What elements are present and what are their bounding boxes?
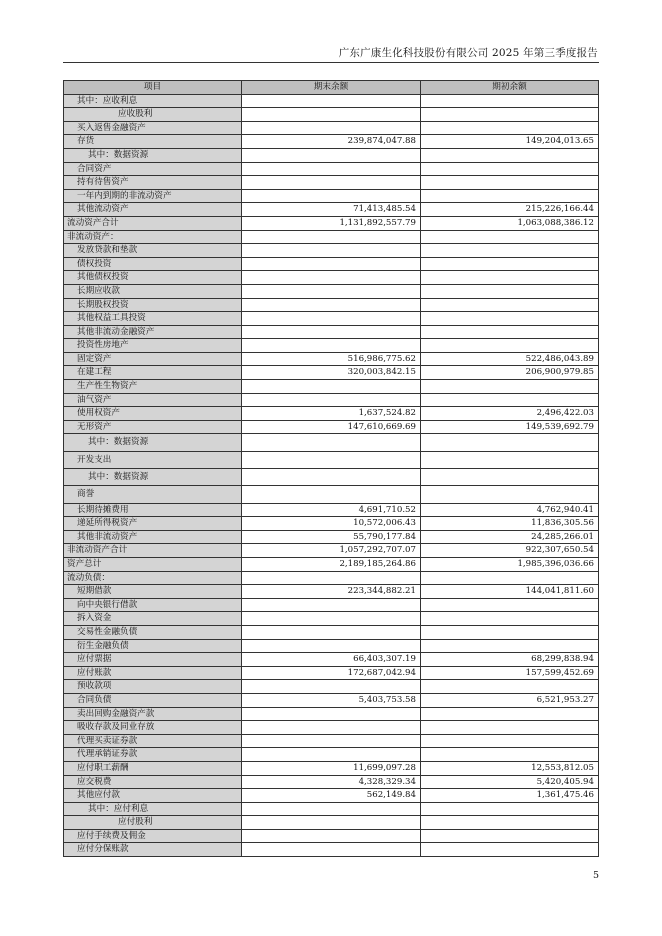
end-balance-cell: [242, 94, 421, 108]
column-header-begin-balance: 期初余额: [421, 81, 599, 95]
begin-balance-cell: 922,307,650.54: [421, 544, 599, 558]
row-label: 应收股利: [64, 108, 242, 122]
begin-balance-cell: 24,285,266.01: [421, 530, 599, 544]
begin-balance-cell: 157,599,452.69: [421, 666, 599, 680]
begin-balance-cell: [421, 312, 599, 326]
row-label: 其中：数据资源: [64, 148, 242, 162]
row-label: 流动负债：: [64, 571, 242, 585]
row-label: 应交税费: [64, 775, 242, 789]
end-balance-cell: [242, 312, 421, 326]
end-balance-cell: 2,189,185,264.86: [242, 558, 421, 572]
begin-balance-cell: 68,299,838.94: [421, 653, 599, 667]
row-label: 应付职工薪酬: [64, 761, 242, 775]
table-row: [64, 271, 599, 285]
table-row: [64, 108, 599, 122]
row-label: 向中央银行借款: [64, 598, 242, 612]
begin-balance-cell: [421, 121, 599, 135]
row-label: 使用权资产: [64, 407, 242, 421]
end-balance-cell: [242, 625, 421, 639]
end-balance-cell: 66,403,307.19: [242, 653, 421, 667]
row-label: 长期股权投资: [64, 298, 242, 312]
row-label: 其他应付款: [64, 789, 242, 803]
row-label: 油气资产: [64, 393, 242, 407]
row-label: 商誉: [64, 486, 242, 503]
begin-balance-cell: [421, 108, 599, 122]
row-label: 拆入资金: [64, 612, 242, 626]
begin-balance-cell: [421, 298, 599, 312]
end-balance-cell: 5,403,753.58: [242, 693, 421, 707]
table-row: [64, 352, 599, 366]
end-balance-cell: [242, 162, 421, 176]
row-label: 持有待售资产: [64, 176, 242, 190]
row-label: 应付股利: [64, 816, 242, 830]
row-label: 长期待摊费用: [64, 503, 242, 517]
begin-balance-cell: 11,836,305.56: [421, 517, 599, 531]
table-row: [64, 843, 599, 857]
end-balance-cell: 71,413,485.54: [242, 203, 421, 217]
row-label: 非流动资产：: [64, 230, 242, 244]
begin-balance-cell: [421, 176, 599, 190]
end-balance-cell: 223,344,882.21: [242, 585, 421, 599]
table-row: [64, 135, 599, 149]
table-row: [64, 216, 599, 230]
begin-balance-cell: [421, 639, 599, 653]
end-balance-cell: [242, 244, 421, 258]
begin-balance-cell: 1,985,396,036.66: [421, 558, 599, 572]
end-balance-cell: 147,610,669.69: [242, 420, 421, 434]
begin-balance-cell: [421, 571, 599, 585]
row-label: 其中：数据资源: [64, 469, 242, 486]
table-row: [64, 775, 599, 789]
row-label: 其中：数据资源: [64, 434, 242, 451]
begin-balance-cell: [421, 843, 599, 857]
table-row: [64, 530, 599, 544]
header-divider: [63, 62, 599, 63]
row-label: 其他流动资产: [64, 203, 242, 217]
table-row: [64, 571, 599, 585]
end-balance-cell: [242, 598, 421, 612]
table-row: [64, 203, 599, 217]
end-balance-cell: 320,003,842.15: [242, 366, 421, 380]
end-balance-cell: [242, 571, 421, 585]
table-row: [64, 339, 599, 353]
begin-balance-cell: [421, 625, 599, 639]
row-label: 卖出回购金融资产款: [64, 707, 242, 721]
end-balance-cell: [242, 802, 421, 816]
begin-balance-cell: [421, 148, 599, 162]
row-label: 合同负债: [64, 693, 242, 707]
table-row: [64, 189, 599, 203]
table-row: [64, 407, 599, 421]
end-balance-cell: [242, 271, 421, 285]
table-header-row: [64, 81, 599, 95]
end-balance-cell: [242, 121, 421, 135]
row-label: 应付手续费及佣金: [64, 829, 242, 843]
row-label: 非流动资产合计: [64, 544, 242, 558]
row-label: 资产总计: [64, 558, 242, 572]
table-row: [64, 162, 599, 176]
table-row: [64, 325, 599, 339]
begin-balance-cell: 1,063,088,386.12: [421, 216, 599, 230]
end-balance-cell: [242, 748, 421, 762]
begin-balance-cell: [421, 230, 599, 244]
begin-balance-cell: [421, 339, 599, 353]
row-label: 投资性房地产: [64, 339, 242, 353]
end-balance-cell: 239,874,047.88: [242, 135, 421, 149]
row-label: 无形资产: [64, 420, 242, 434]
end-balance-cell: [242, 680, 421, 694]
end-balance-cell: 562,149.84: [242, 789, 421, 803]
begin-balance-cell: 2,496,422.03: [421, 407, 599, 421]
begin-balance-cell: [421, 162, 599, 176]
end-balance-cell: 55,790,177.84: [242, 530, 421, 544]
table-row: [64, 380, 599, 394]
table-row: [64, 121, 599, 135]
end-balance-cell: [242, 829, 421, 843]
begin-balance-cell: [421, 598, 599, 612]
column-header-item: 项目: [64, 81, 242, 95]
begin-balance-cell: [421, 284, 599, 298]
end-balance-cell: 172,687,042.94: [242, 666, 421, 680]
table-row: [64, 653, 599, 667]
begin-balance-cell: 6,521,953.27: [421, 693, 599, 707]
begin-balance-cell: [421, 486, 599, 503]
begin-balance-cell: [421, 189, 599, 203]
column-header-end-balance: 期末余额: [242, 81, 421, 95]
begin-balance-cell: [421, 325, 599, 339]
table-row: [64, 721, 599, 735]
table-row: [64, 284, 599, 298]
begin-balance-cell: [421, 434, 599, 451]
row-label: 其他非流动金融资产: [64, 325, 242, 339]
end-balance-cell: [242, 707, 421, 721]
end-balance-cell: [242, 176, 421, 190]
end-balance-cell: [242, 325, 421, 339]
end-balance-cell: [242, 451, 421, 468]
begin-balance-cell: [421, 748, 599, 762]
begin-balance-cell: [421, 707, 599, 721]
begin-balance-cell: 522,486,043.89: [421, 352, 599, 366]
row-label: 其他债权投资: [64, 271, 242, 285]
end-balance-cell: [242, 843, 421, 857]
begin-balance-cell: [421, 257, 599, 271]
begin-balance-cell: 149,539,692.79: [421, 420, 599, 434]
table-row: [64, 244, 599, 258]
table-row: [64, 517, 599, 531]
table-row: [64, 148, 599, 162]
begin-balance-cell: 215,226,166.44: [421, 203, 599, 217]
row-label: 债权投资: [64, 257, 242, 271]
end-balance-cell: [242, 230, 421, 244]
table-row: [64, 486, 599, 503]
begin-balance-cell: 1,361,475.46: [421, 789, 599, 803]
begin-balance-cell: [421, 680, 599, 694]
row-label: 在建工程: [64, 366, 242, 380]
table-row: [64, 257, 599, 271]
row-label: 一年内到期的非流动资产: [64, 189, 242, 203]
end-balance-cell: [242, 721, 421, 735]
end-balance-cell: [242, 486, 421, 503]
row-label: 发放贷款和垫款: [64, 244, 242, 258]
begin-balance-cell: [421, 816, 599, 830]
end-balance-cell: [242, 639, 421, 653]
table-row: [64, 469, 599, 486]
page-number: 5: [592, 870, 599, 881]
table-row: [64, 585, 599, 599]
begin-balance-cell: 149,204,013.65: [421, 135, 599, 149]
row-label: 存货: [64, 135, 242, 149]
table-row: [64, 761, 599, 775]
table-row: [64, 366, 599, 380]
row-label: 其他权益工具投资: [64, 312, 242, 326]
table-row: [64, 230, 599, 244]
row-label: 代理承销证券款: [64, 748, 242, 762]
table-row: [64, 625, 599, 639]
row-label: 买入返售金融资产: [64, 121, 242, 135]
table-row: [64, 544, 599, 558]
table-row: [64, 639, 599, 653]
table-row: [64, 598, 599, 612]
end-balance-cell: 4,328,329.34: [242, 775, 421, 789]
end-balance-cell: 1,637,524.82: [242, 407, 421, 421]
end-balance-cell: [242, 469, 421, 486]
end-balance-cell: [242, 148, 421, 162]
begin-balance-cell: [421, 451, 599, 468]
table-row: [64, 94, 599, 108]
table-row: [64, 680, 599, 694]
end-balance-cell: [242, 339, 421, 353]
row-label: 应付票据: [64, 653, 242, 667]
table-row: [64, 802, 599, 816]
table-row: [64, 707, 599, 721]
row-label: 生产性生物资产: [64, 380, 242, 394]
table-row: [64, 734, 599, 748]
table-row: [64, 612, 599, 626]
begin-balance-cell: 4,762,940.41: [421, 503, 599, 517]
table-row: [64, 666, 599, 680]
table-row: [64, 829, 599, 843]
end-balance-cell: [242, 108, 421, 122]
table-row: [64, 693, 599, 707]
end-balance-cell: [242, 257, 421, 271]
begin-balance-cell: [421, 380, 599, 394]
begin-balance-cell: [421, 393, 599, 407]
row-label: 递延所得税资产: [64, 517, 242, 531]
end-balance-cell: 1,131,892,557.79: [242, 216, 421, 230]
report-header-title: 广东广康生化科技股份有限公司 2025 年第三季度报告: [338, 47, 598, 59]
begin-balance-cell: 144,041,811.60: [421, 585, 599, 599]
row-label: 吸收存款及同业存放: [64, 721, 242, 735]
begin-balance-cell: [421, 802, 599, 816]
row-label: 短期借款: [64, 585, 242, 599]
end-balance-cell: [242, 816, 421, 830]
table-row: [64, 451, 599, 468]
row-label: 衍生金融负债: [64, 639, 242, 653]
row-label: 固定资产: [64, 352, 242, 366]
end-balance-cell: 11,699,097.28: [242, 761, 421, 775]
end-balance-cell: [242, 734, 421, 748]
row-label: 代理买卖证券款: [64, 734, 242, 748]
table-row: [64, 298, 599, 312]
begin-balance-cell: [421, 612, 599, 626]
begin-balance-cell: [421, 94, 599, 108]
table-row: [64, 503, 599, 517]
begin-balance-cell: [421, 469, 599, 486]
end-balance-cell: 516,986,775.62: [242, 352, 421, 366]
begin-balance-cell: 206,900,979.85: [421, 366, 599, 380]
table-row: [64, 420, 599, 434]
begin-balance-cell: [421, 721, 599, 735]
end-balance-cell: [242, 434, 421, 451]
table-row: [64, 393, 599, 407]
row-label: 交易性金融负债: [64, 625, 242, 639]
end-balance-cell: [242, 189, 421, 203]
begin-balance-cell: [421, 271, 599, 285]
balance-sheet-table: [63, 80, 599, 857]
end-balance-cell: [242, 380, 421, 394]
table-row: [64, 434, 599, 451]
table-row: [64, 558, 599, 572]
table-row: [64, 816, 599, 830]
begin-balance-cell: [421, 829, 599, 843]
begin-balance-cell: [421, 244, 599, 258]
begin-balance-cell: 12,553,812.05: [421, 761, 599, 775]
row-label: 预收款项: [64, 680, 242, 694]
end-balance-cell: [242, 393, 421, 407]
begin-balance-cell: [421, 734, 599, 748]
row-label: 应付分保账款: [64, 843, 242, 857]
end-balance-cell: 1,057,292,707.07: [242, 544, 421, 558]
end-balance-cell: 10,572,006.43: [242, 517, 421, 531]
end-balance-cell: [242, 298, 421, 312]
end-balance-cell: [242, 284, 421, 298]
row-label: 应付账款: [64, 666, 242, 680]
row-label: 合同资产: [64, 162, 242, 176]
table-row: [64, 176, 599, 190]
row-label: 长期应收款: [64, 284, 242, 298]
row-label: 流动资产合计: [64, 216, 242, 230]
row-label: 其中：应收利息: [64, 94, 242, 108]
row-label: 其他非流动资产: [64, 530, 242, 544]
row-label: 开发支出: [64, 451, 242, 468]
table-row: [64, 312, 599, 326]
begin-balance-cell: 5,420,405.94: [421, 775, 599, 789]
end-balance-cell: 4,691,710.52: [242, 503, 421, 517]
table-row: [64, 789, 599, 803]
table-row: [64, 748, 599, 762]
row-label: 其中：应付利息: [64, 802, 242, 816]
end-balance-cell: [242, 612, 421, 626]
